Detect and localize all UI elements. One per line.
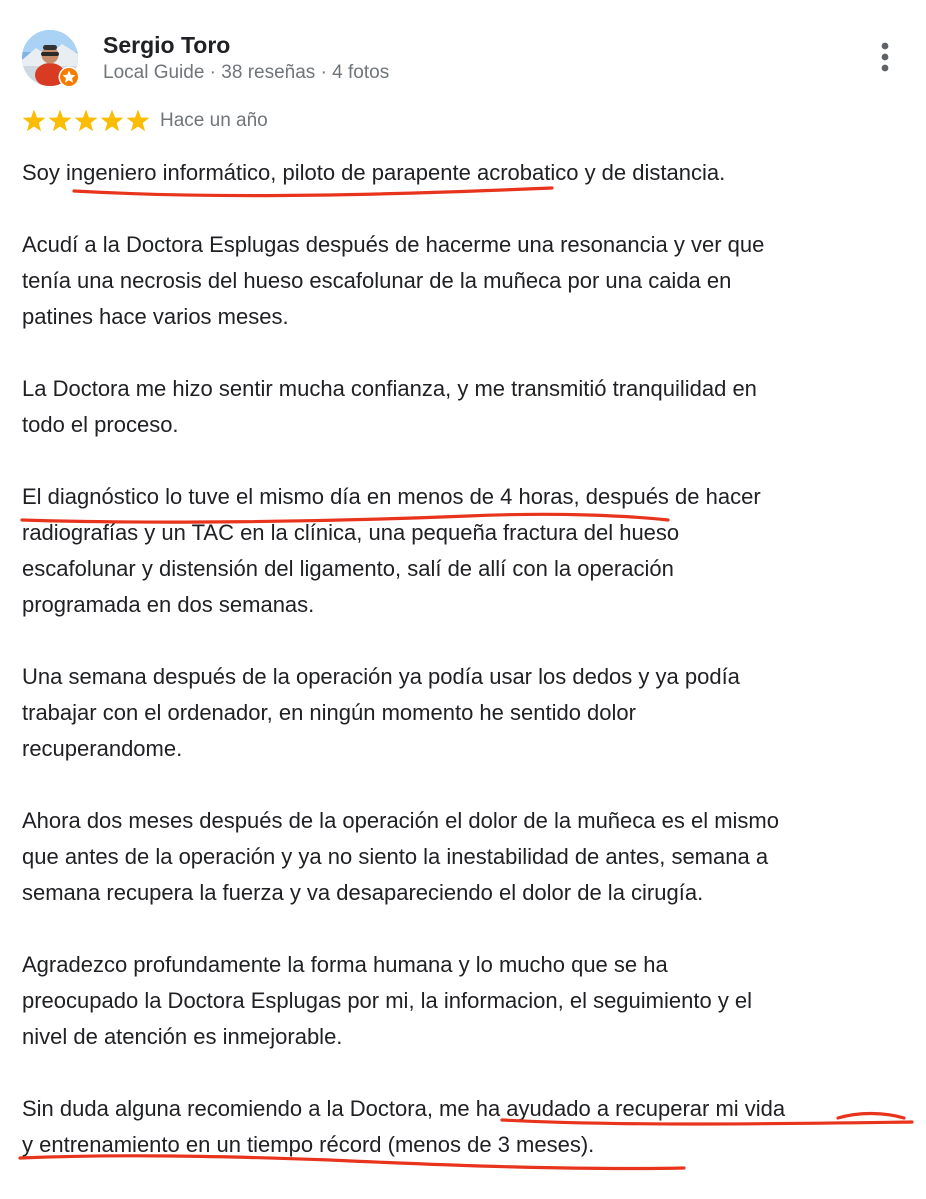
author-meta[interactable]: Local Guide · 38 reseñas · 4 fotos xyxy=(103,62,390,83)
star-icon xyxy=(101,110,124,132)
review-line: Sin duda alguna recomiendo a la Doctora, me ha ayudado a recuperar mi vida xyxy=(22,1096,786,1121)
review-line: nivel de atención es inmejorable. xyxy=(22,1024,343,1049)
review-line: semana recupera la fuerza y va desapareciendo el dolor de la cirugía. xyxy=(22,880,704,905)
local-guide-badge-icon xyxy=(58,66,80,88)
review-line: escafolunar y distensión del ligamento, salí de allí con la operación xyxy=(22,556,674,581)
author-name[interactable]: Sergio Toro xyxy=(103,32,231,58)
review-paragraph xyxy=(22,155,912,191)
review-paragraph xyxy=(22,227,912,335)
review-line: y entrenamiento en un tiempo récord (menos de 3 meses). xyxy=(22,1132,595,1157)
star-rating xyxy=(22,108,150,134)
star-icon xyxy=(127,110,150,132)
review-paragraph xyxy=(22,371,912,443)
review-line: todo el proceso. xyxy=(22,412,179,437)
review-paragraph xyxy=(22,479,912,623)
review-line: El diagnóstico lo tuve el mismo día en menos de 4 horas, después de hacer xyxy=(22,484,761,509)
review-line: tenía una necrosis del hueso escafolunar de la muñeca por una caida en xyxy=(22,268,732,293)
more-options-button[interactable] xyxy=(870,38,900,78)
star-icon xyxy=(75,110,98,132)
review-paragraph xyxy=(22,803,912,911)
review-line: La Doctora me hizo sentir mucha confianza, y me transmitió tranquilidad en xyxy=(22,376,757,401)
more-vert-icon xyxy=(870,38,900,78)
review-line: Una semana después de la operación ya podía usar los dedos y ya podía xyxy=(22,664,740,689)
review-header xyxy=(22,28,902,88)
star-icon xyxy=(49,110,72,132)
rating-row xyxy=(22,106,422,136)
review-line: que antes de la operación y ya no siento la inestabilidad de antes, semana a xyxy=(22,844,769,869)
review-line: recuperandome. xyxy=(22,736,183,761)
review-text xyxy=(22,155,912,1199)
review-line: radiografías y un TAC en la clínica, una pequeña fractura del hueso xyxy=(22,520,680,545)
review-line: patines hace varios meses. xyxy=(22,304,289,329)
star-icon xyxy=(23,110,46,132)
review-line: Soy ingeniero informático, piloto de parapente acrobatico y de distancia. xyxy=(22,160,726,185)
review-line: trabajar con el ordenador, en ningún momento he sentido dolor xyxy=(22,700,636,725)
review-date: Hace un año xyxy=(160,110,268,131)
review-paragraph xyxy=(22,659,912,767)
review-paragraph xyxy=(22,947,912,1055)
review-paragraph xyxy=(22,1091,912,1163)
review-line: Agradezco profundamente la forma humana y lo mucho que se ha xyxy=(22,952,668,977)
review-line: Ahora dos meses después de la operación el dolor de la muñeca es el mismo xyxy=(22,808,779,833)
review-line: Acudí a la Doctora Esplugas después de hacerme una resonancia y ver que xyxy=(22,232,765,257)
review-line: programada en dos semanas. xyxy=(22,592,315,617)
review-line: preocupado la Doctora Esplugas por mi, la informacion, el seguimiento y el xyxy=(22,988,753,1013)
